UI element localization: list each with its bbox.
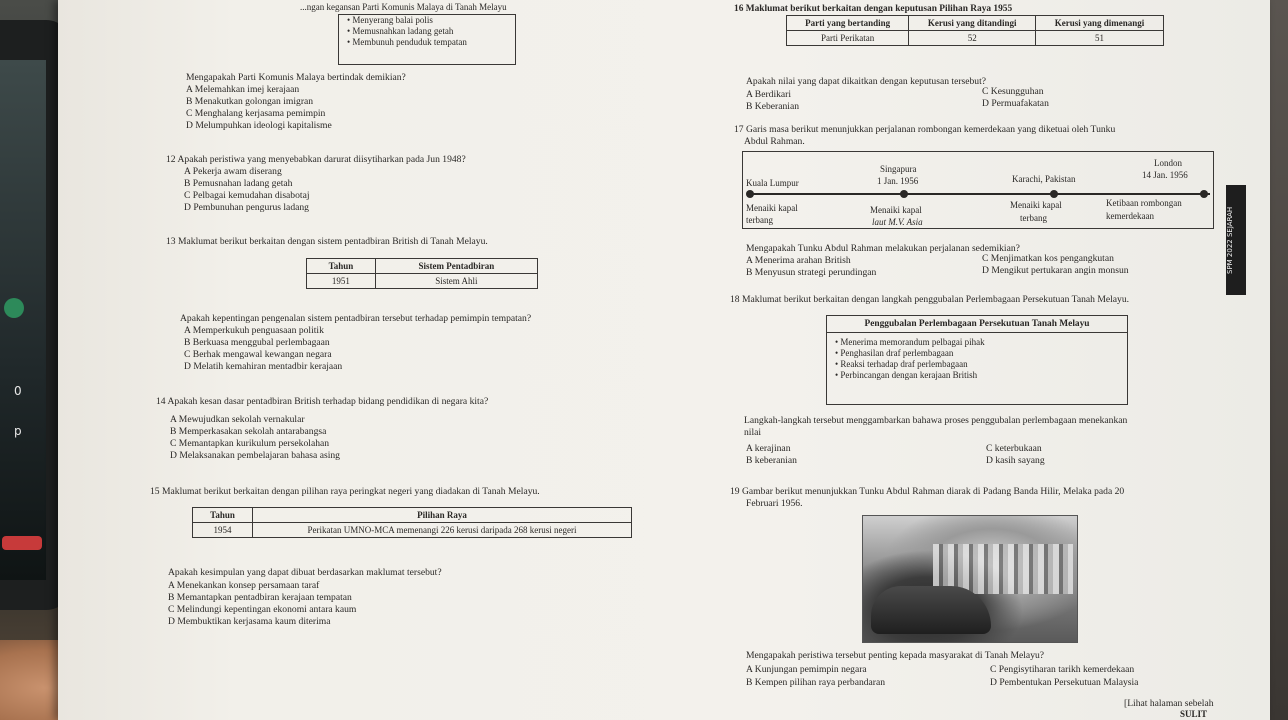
q16-option-c[interactable]: C Kesungguhan xyxy=(982,86,1044,97)
q19-option-d[interactable]: D Pembentukan Persekutuan Malaysia xyxy=(990,677,1139,688)
q15-header-year: Tahun xyxy=(193,508,253,523)
tl-singapura-date: 1 Jan. 1956 xyxy=(877,176,919,186)
q15-option-a[interactable]: A Menekankan konsep persamaan taraf xyxy=(168,580,320,591)
q16-header-contested: Kerusi yang ditandingi xyxy=(909,16,1036,31)
next-page-note: [Lihat halaman sebelah xyxy=(1124,698,1214,709)
q19-question: Mengapakah peristiwa tersebut penting kepada masyarakat di Tanah Melayu? xyxy=(746,650,1045,661)
q16-cell-party: Parti Perikatan xyxy=(787,31,909,46)
tl-leg1: Menaiki kapal xyxy=(746,203,798,213)
q14-option-a[interactable]: A Mewujudkan sekolah vernakular xyxy=(170,414,305,425)
q18-bullet: • Perbincangan dengan kerajaan British xyxy=(835,370,978,380)
q12-option-c[interactable]: C Pelbagai kemudahan disabotaj xyxy=(184,190,310,201)
q13-option-c[interactable]: C Berhak mengawal kewangan negara xyxy=(184,349,332,360)
q11-option-d[interactable]: D Melumpuhkan ideologi kapitalisme xyxy=(186,120,332,131)
sulit-label: SULIT xyxy=(1180,709,1208,719)
q18-option-c[interactable]: C keterbukaan xyxy=(986,443,1042,454)
q15-stem: 15 Maklumat berikut berkaitan dengan pilihan raya peringkat negeri yang diadakan di Tanah Melayu. xyxy=(150,486,540,497)
q16-header-party: Parti yang bertanding xyxy=(787,16,909,31)
q16-question: Apakah nilai yang dapat dikaitkan dengan keputusan tersebut? xyxy=(746,76,987,87)
tl-london-date: 14 Jan. 1956 xyxy=(1142,170,1188,180)
q16-header-won: Kerusi yang dimenangi xyxy=(1036,16,1164,31)
q12-option-b[interactable]: B Pemusnahan ladang getah xyxy=(184,178,293,189)
q16-option-d[interactable]: D Permuafakatan xyxy=(982,98,1049,109)
q14-option-b[interactable]: B Memperkasakan sekolah antarabangsa xyxy=(170,426,327,437)
timeline-dot-icon xyxy=(1200,190,1208,198)
tl-leg4: Ketibaan rombongan xyxy=(1106,198,1182,208)
q18-info-box xyxy=(826,315,1128,405)
q19-option-c[interactable]: C Pengisytiharan tarikh kemerdekaan xyxy=(990,664,1135,675)
q12-option-a[interactable]: A Pekerja awam diserang xyxy=(184,166,282,177)
q15-option-b[interactable]: B Memantapkan pentadbiran kerajaan tempatan xyxy=(168,592,352,603)
q18-question: Langkah-langkah tersebut menggambarkan bahawa proses penggubalan perlembagaan menekankan xyxy=(744,415,1128,426)
q15-option-c[interactable]: C Melindungi kepentingan ekonomi antara kaum xyxy=(168,604,357,615)
q19-photo xyxy=(862,515,1078,643)
q14-stem: 14 Apakah kesan dasar pentadbiran British terhadap bidang pendidikan di negara kita? xyxy=(156,396,489,407)
q13-header-system: Sistem Pentadbiran xyxy=(375,259,537,274)
q18-bullet: • Menerima memorandum pelbagai pihak xyxy=(835,337,985,347)
timeline-dot-icon xyxy=(900,190,908,198)
q15-header-election: Pilihan Raya xyxy=(253,508,632,523)
q17-timeline-line xyxy=(750,193,1210,195)
q11-option-a[interactable]: A Melemahkan imej kerajaan xyxy=(186,84,300,95)
q16-table xyxy=(786,15,1164,46)
q19-stem-cont: Februari 1956. xyxy=(746,498,803,509)
phone-app-icon xyxy=(4,298,24,318)
q19-stem: 19 Gambar berikut menunjukkan Tunku Abdul Rahman diarak di Padang Banda Hilir, Melaka pada 20 xyxy=(730,486,1125,497)
q11-option-b[interactable]: B Menakutkan golongan imigran xyxy=(186,96,314,107)
q12-stem: 12 Apakah peristiwa yang menyebabkan darurat diisytiharkan pada Jun 1948? xyxy=(166,154,466,165)
tl-leg2b: laut M.V. Asia xyxy=(872,217,923,227)
phone-glyph-icon: 0 xyxy=(14,384,22,398)
photo-car xyxy=(871,586,991,634)
q18-option-b[interactable]: B keberanian xyxy=(746,455,797,466)
q15-cell-year: 1954 xyxy=(193,523,253,538)
q18-option-d[interactable]: D kasih sayang xyxy=(986,455,1045,466)
header-left-text: ...ngan kegansan Parti Komunis Malaya di Tanah Melayu xyxy=(300,2,507,12)
tl-london: London xyxy=(1154,158,1182,168)
q18-box-title: Penggubalan Perlembagaan Persekutuan Tanah Melayu xyxy=(827,316,1127,333)
tl-leg3b: terbang xyxy=(1020,213,1047,223)
q19-option-b[interactable]: B Kempen pilihan raya perbandaran xyxy=(746,677,886,688)
q17-question: Mengapakah Tunku Abdul Rahman melakukan perjalanan sedemikian? xyxy=(746,243,1020,254)
q16-option-a[interactable]: A Berdikari xyxy=(746,89,792,100)
timeline-dot-icon xyxy=(1050,190,1058,198)
q13-option-a[interactable]: A Memperkukuh penguasaan politik xyxy=(184,325,324,336)
tl-kuala-lumpur: Kuala Lumpur xyxy=(746,178,799,188)
q12-option-d[interactable]: D Pembunuhan pengurus ladang xyxy=(184,202,309,213)
q13-stem: 13 Maklumat berikut berkaitan dengan sistem pentadbiran British di Tanah Melayu. xyxy=(166,236,488,247)
tl-singapura: Singapura xyxy=(880,164,917,174)
q18-stem: 18 Maklumat berikut berkaitan dengan langkah penggubalan Perlembagaan Persekutuan Tanah Melayu. xyxy=(730,294,1130,305)
q16-option-b[interactable]: B Keberanian xyxy=(746,101,800,112)
q11-option-c[interactable]: C Menghalang kerjasama pemimpin xyxy=(186,108,326,119)
q13-header-year: Tahun xyxy=(307,259,376,274)
q15-table xyxy=(192,507,632,538)
q18-bullet: • Penghasilan draf perlembagaan xyxy=(835,348,954,358)
q17-option-c[interactable]: C Menjimatkan kos pengangkutan xyxy=(982,253,1114,264)
q13-question: Apakah kepentingan pengenalan sistem pentadbiran tersebut terhadap pemimpin tempatan? xyxy=(180,313,532,324)
tl-leg2: Menaiki kapal xyxy=(870,205,922,215)
q19-option-a[interactable]: A Kunjungan pemimpin negara xyxy=(746,664,867,675)
q11-bullet: • Membunuh penduduk tempatan xyxy=(347,37,467,47)
q13-table xyxy=(306,258,538,289)
q15-question: Apakah kesimpulan yang dapat dibuat berdasarkan maklumat tersebut? xyxy=(168,567,442,578)
q16-stem: 16 Maklumat berikut berkaitan dengan keputusan Pilihan Raya 1955 xyxy=(734,4,1013,14)
timeline-dot-icon xyxy=(746,190,754,198)
q15-option-d[interactable]: D Membuktikan kerjasama kaum diterima xyxy=(168,616,331,627)
q18-question-cont: nilai xyxy=(744,427,762,438)
q11-bullet: • Menyerang balai polis xyxy=(347,15,433,25)
q17-option-a[interactable]: A Menerima arahan British xyxy=(746,255,851,266)
phone-glyph-icon: p xyxy=(14,424,22,438)
q18-bullet: • Reaksi terhadap draf perlembagaan xyxy=(835,359,968,369)
q11-bullet: • Memusnahkan ladang getah xyxy=(347,26,454,36)
q15-cell-election: Perikatan UMNO-MCA memenangi 226 kerusi daripada 268 kerusi negeri xyxy=(253,523,632,538)
q16-cell-won: 51 xyxy=(1036,31,1164,46)
q14-option-d[interactable]: D Melaksanakan pembelajaran bahasa asing xyxy=(170,450,340,461)
q13-option-b[interactable]: B Berkuasa menggubal perlembagaan xyxy=(184,337,330,348)
q14-option-c[interactable]: C Memantapkan kurikulum persekolahan xyxy=(170,438,330,449)
tl-leg4b: kemerdekaan xyxy=(1106,211,1154,221)
phone-screen xyxy=(0,60,46,580)
q17-option-d[interactable]: D Mengikut pertukaran angin monsun xyxy=(982,265,1129,276)
q13-cell-system: Sistem Ahli xyxy=(375,274,537,289)
q16-cell-contested: 52 xyxy=(909,31,1036,46)
q11-info-box xyxy=(338,14,516,65)
q11-question: Mengapakah Parti Komunis Malaya bertindak demikian? xyxy=(186,72,406,83)
q13-option-d[interactable]: D Melatih kemahiran mentadbir kerajaan xyxy=(184,361,343,372)
tl-leg1b: terbang xyxy=(746,215,773,225)
tl-leg3: Menaiki kapal xyxy=(1010,200,1062,210)
tl-karachi: Karachi, Pakistan xyxy=(1012,174,1076,184)
side-strip-label: SPM 2022 SEJARAH xyxy=(1226,185,1246,295)
phone-badge-icon xyxy=(2,536,42,550)
q18-option-a[interactable]: A kerajinan xyxy=(746,443,791,454)
q17-stem: 17 Garis masa berikut menunjukkan perjalanan rombongan kemerdekaan yang diketuai oleh Tunku xyxy=(734,124,1116,135)
q13-cell-year: 1951 xyxy=(307,274,376,289)
q17-stem-cont: Abdul Rahman. xyxy=(744,136,805,147)
q17-option-b[interactable]: B Menyusun strategi perundingan xyxy=(746,267,877,278)
